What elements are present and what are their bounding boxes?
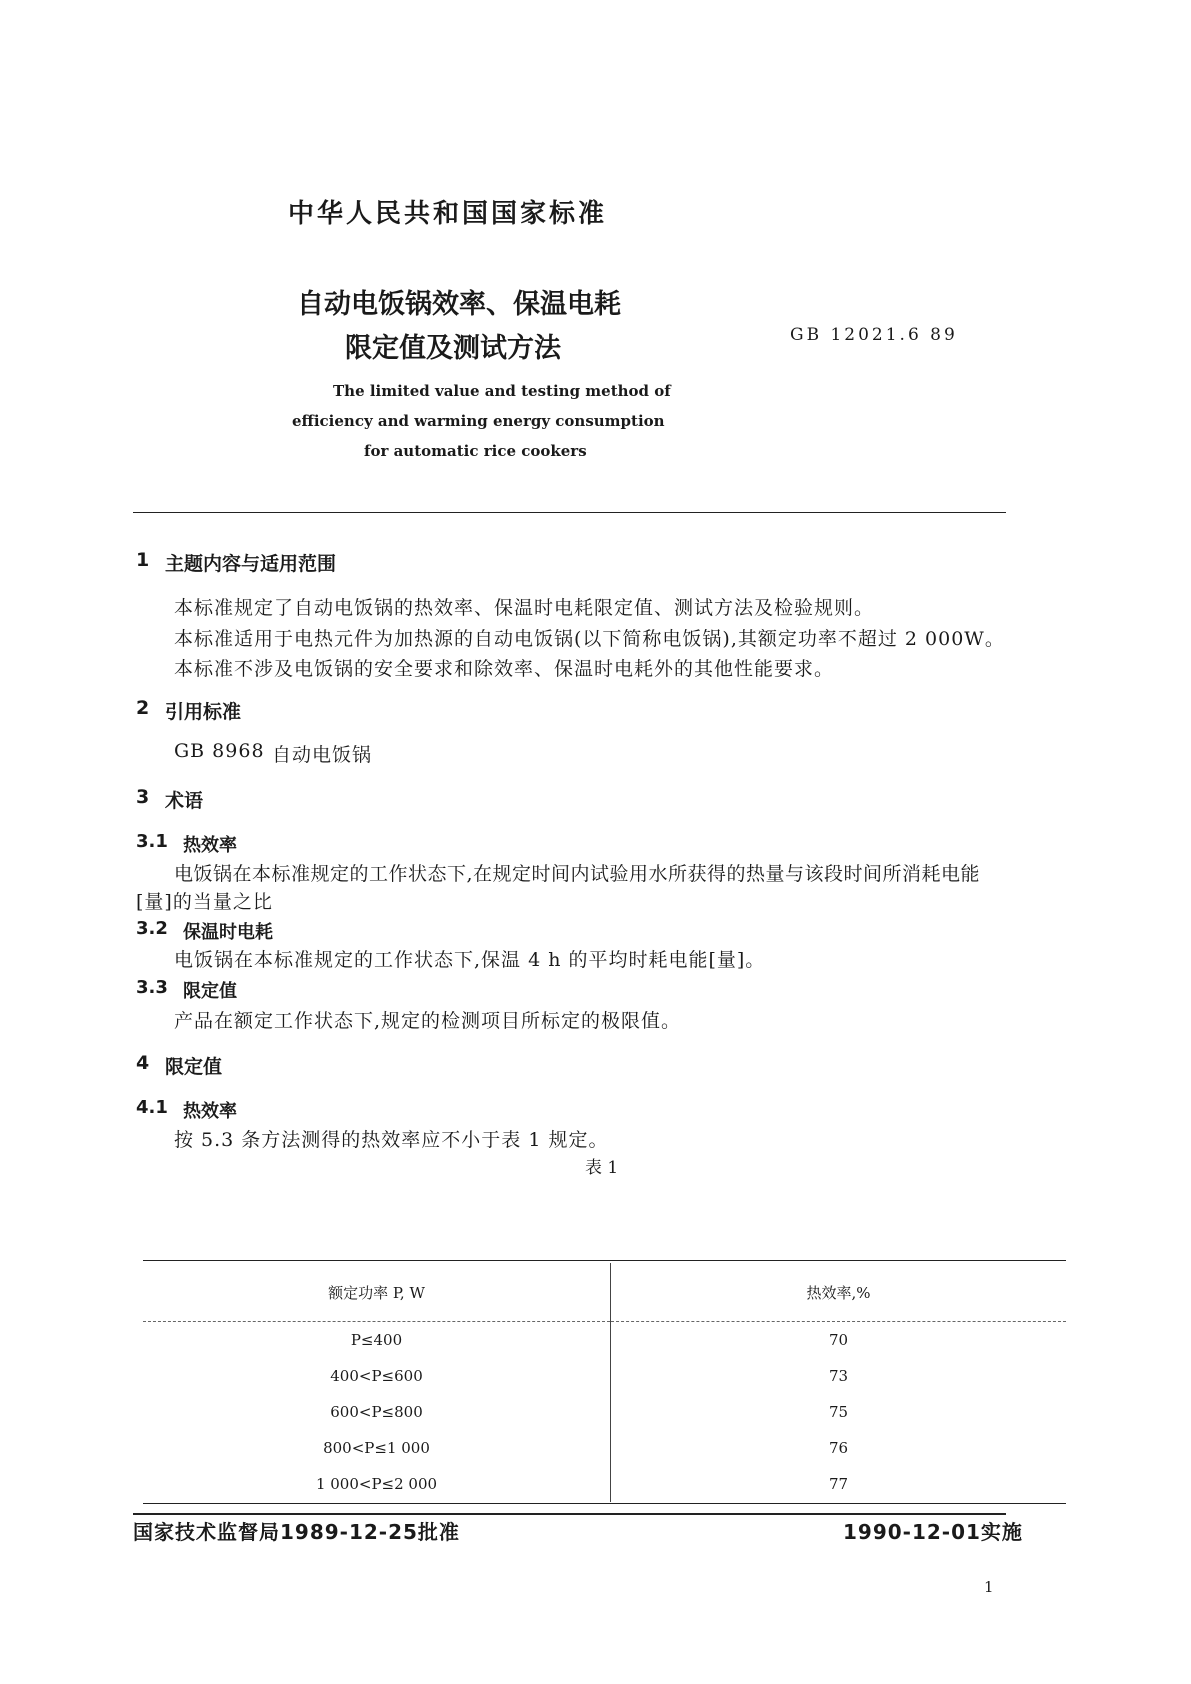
section-1-paragraph-3: 本标准不涉及电饭锅的安全要求和除效率、保温时电耗外的其他性能要求。	[174, 658, 835, 680]
section-3-2-title: 保温时电耗	[183, 922, 273, 943]
section-3-3-text: 产品在额定工作状态下,规定的检测项目所标定的极限值。	[174, 1010, 682, 1032]
section-3-3-number: 3.3	[136, 977, 168, 998]
section-1-paragraph-1: 本标准规定了自动电饭锅的热效率、保温时电耗限定值、测试方法及检验规则。	[174, 597, 875, 619]
section-1-paragraph-2: 本标准适用于电热元件为加热源的自动电饭锅(以下简称电饭锅),其额定功率不超过 2 000W。	[174, 628, 1005, 650]
cell-rated-power: 800<P≤1 000	[143, 1430, 611, 1466]
table-1-caption: 表 1	[585, 1158, 619, 1178]
title-en-line2: efficiency and warming energy consumption	[292, 412, 665, 430]
cell-rated-power: 600<P≤800	[143, 1394, 611, 1430]
cell-efficiency: 70	[828, 1331, 849, 1349]
section-3-2-number: 3.2	[136, 918, 168, 939]
footer-divider	[133, 1513, 1006, 1515]
column-header-efficiency: 热效率,%	[611, 1263, 1067, 1322]
table-bottom-rule	[143, 1503, 1066, 1504]
section-4-title: 限定值	[165, 1056, 223, 1078]
table-row	[143, 1322, 1066, 1359]
table-row	[143, 1358, 1066, 1394]
header-divider	[133, 512, 1006, 513]
standard-number: GB 12021.6 89	[790, 325, 958, 345]
cell-efficiency: 76	[828, 1439, 849, 1457]
section-4-1-title: 热效率	[183, 1101, 237, 1122]
table-row	[143, 1394, 1066, 1430]
section-3-3-title: 限定值	[183, 981, 237, 1002]
section-3-1-number: 3.1	[136, 831, 168, 852]
column-header-rated-power: 额定功率 P, W	[143, 1263, 611, 1322]
cell-efficiency: 77	[828, 1475, 849, 1493]
title-zh-line2: 限定值及测试方法	[345, 333, 561, 364]
reference-standard-code: GB 8968	[174, 740, 265, 762]
approval-statement: 国家技术监督局1989-12-25批准	[133, 1520, 460, 1544]
section-3-number: 3	[136, 786, 150, 808]
reference-standard-title: 自动电饭锅	[272, 744, 373, 766]
section-1-number: 1	[136, 549, 150, 571]
title-zh-line1: 自动电饭锅效率、保温电耗	[297, 289, 621, 320]
section-3-1-text-line2: [量]的当量之比	[136, 891, 273, 913]
section-3-2-text: 电饭锅在本标准规定的工作状态下,保温 4 h 的平均时耗电能[量]。	[174, 949, 766, 971]
table-top-rule	[143, 1260, 1066, 1261]
cell-rated-power: 1 000<P≤2 000	[143, 1466, 611, 1502]
cell-rated-power: P≤400	[143, 1322, 611, 1359]
cell-rated-power: 400<P≤600	[143, 1358, 611, 1394]
section-4-1-number: 4.1	[136, 1097, 168, 1118]
page-number: 1	[984, 1578, 994, 1596]
section-3-title: 术语	[165, 790, 204, 812]
table-row	[143, 1466, 1066, 1502]
section-4-1-text: 按 5.3 条方法测得的热效率应不小于表 1 规定。	[174, 1129, 609, 1151]
section-1-title: 主题内容与适用范围	[165, 553, 337, 575]
title-en-line1: The limited value and testing method of	[333, 382, 671, 400]
section-4-number: 4	[136, 1052, 150, 1074]
section-3-1-text-line1: 电饭锅在本标准规定的工作状态下,在规定时间内试验用水所获得的热量与该段时间所消耗电能	[174, 863, 981, 885]
table-row	[143, 1430, 1066, 1466]
section-3-1-title: 热效率	[183, 835, 237, 856]
implementation-date: 1990-12-01实施	[843, 1520, 1023, 1544]
cell-efficiency: 73	[828, 1367, 849, 1385]
section-2-number: 2	[136, 697, 150, 719]
efficiency-limit-table	[143, 1263, 1066, 1502]
section-2-title: 引用标准	[165, 701, 242, 723]
table-header-row	[143, 1263, 1066, 1322]
cell-efficiency: 75	[828, 1403, 849, 1421]
title-en-line3: for automatic rice cookers	[364, 442, 587, 460]
org-title: 中华人民共和国国家标准	[288, 199, 608, 229]
